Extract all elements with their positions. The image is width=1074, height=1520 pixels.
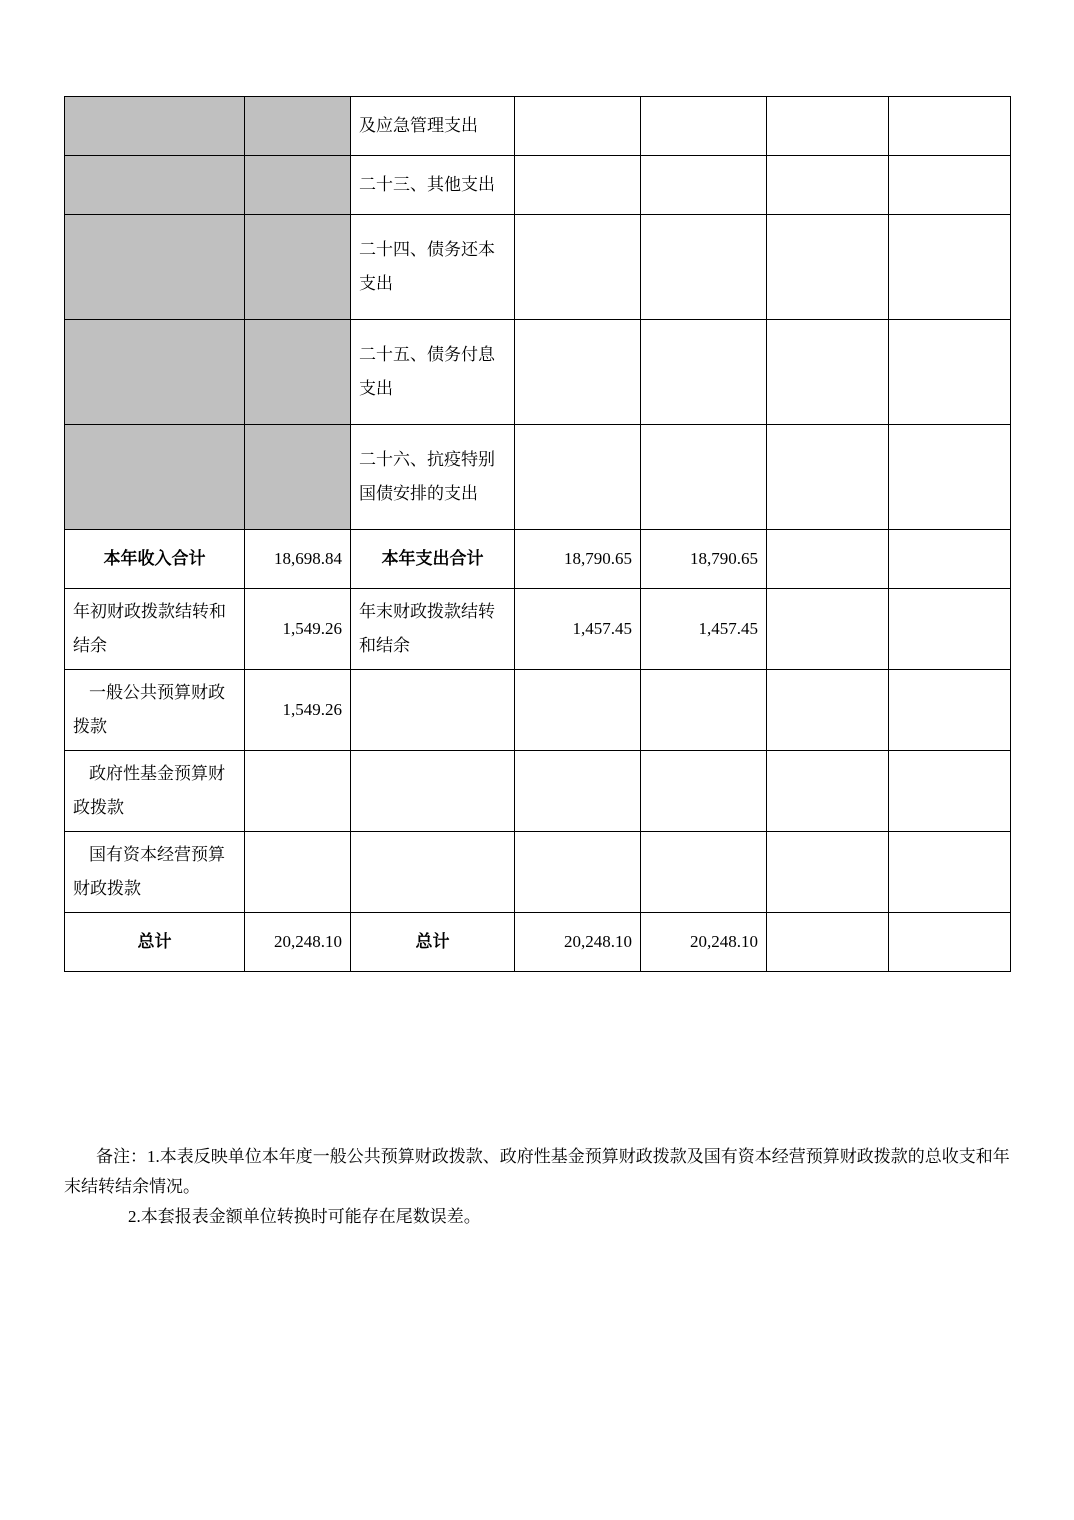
row-value-1	[515, 156, 641, 215]
row-left-label: 一般公共预算财政拨款	[65, 670, 245, 751]
row-value-4	[889, 913, 1011, 972]
table-row	[65, 589, 1011, 670]
row-value-2	[641, 670, 767, 751]
row-value-1: 20,248.10	[515, 913, 641, 972]
table-row	[65, 913, 1011, 972]
row-value-1	[515, 97, 641, 156]
row-value-4	[889, 589, 1011, 670]
table-row	[65, 832, 1011, 913]
row-left-value	[245, 215, 351, 320]
row-value-3	[767, 320, 889, 425]
table-row	[65, 320, 1011, 425]
table-row	[65, 215, 1011, 320]
table-notes	[64, 1142, 1014, 1232]
row-value-2: 1,457.45	[641, 589, 767, 670]
row-left-label: 国有资本经营预算财政拨款	[65, 832, 245, 913]
row-value-2: 20,248.10	[641, 913, 767, 972]
row-value-3	[767, 589, 889, 670]
row-value-1	[515, 670, 641, 751]
row-value-1	[515, 425, 641, 530]
row-left-value	[245, 751, 351, 832]
row-value-1: 18,790.65	[515, 530, 641, 589]
row-value-4	[889, 97, 1011, 156]
row-value-2	[641, 425, 767, 530]
row-right-label: 二十四、债务还本支出	[351, 215, 515, 320]
row-left-value	[245, 832, 351, 913]
row-value-2	[641, 97, 767, 156]
row-right-label	[351, 832, 515, 913]
row-left-value	[245, 425, 351, 530]
row-left-value: 1,549.26	[245, 589, 351, 670]
row-value-3	[767, 425, 889, 530]
row-left-label: 本年收入合计	[65, 530, 245, 589]
row-left-value	[245, 156, 351, 215]
row-value-3	[767, 530, 889, 589]
row-right-label: 年末财政拨款结转和结余	[351, 589, 515, 670]
row-right-label	[351, 751, 515, 832]
row-value-1	[515, 832, 641, 913]
row-left-value: 18,698.84	[245, 530, 351, 589]
row-value-2	[641, 751, 767, 832]
row-value-1	[515, 751, 641, 832]
row-left-label	[65, 215, 245, 320]
table-row	[65, 530, 1011, 589]
table-row	[65, 751, 1011, 832]
table-row	[65, 425, 1011, 530]
budget-table-container	[64, 96, 1010, 972]
row-left-label: 年初财政拨款结转和结余	[65, 589, 245, 670]
row-value-3	[767, 670, 889, 751]
row-value-2: 18,790.65	[641, 530, 767, 589]
row-value-3	[767, 215, 889, 320]
row-left-label	[65, 156, 245, 215]
row-right-label: 二十六、抗疫特别国债安排的支出	[351, 425, 515, 530]
row-left-value: 1,549.26	[245, 670, 351, 751]
row-value-3	[767, 97, 889, 156]
row-left-value: 20,248.10	[245, 913, 351, 972]
row-value-3	[767, 832, 889, 913]
row-value-3	[767, 751, 889, 832]
row-value-2	[641, 156, 767, 215]
row-left-label	[65, 320, 245, 425]
row-left-label: 总计	[65, 913, 245, 972]
row-value-4	[889, 670, 1011, 751]
row-right-label: 二十五、债务付息支出	[351, 320, 515, 425]
note-line-1: 备注：1.本表反映单位本年度一般公共预算财政拨款、政府性基金预算财政拨款及国有资本经营预算财政拨款的总收支和年末结转结余情况。	[64, 1147, 1010, 1196]
row-value-4	[889, 832, 1011, 913]
row-right-label	[351, 670, 515, 751]
table-row	[65, 670, 1011, 751]
row-right-label: 本年支出合计	[351, 530, 515, 589]
row-value-2	[641, 832, 767, 913]
row-value-3	[767, 156, 889, 215]
row-value-4	[889, 530, 1011, 589]
budget-table-body	[65, 97, 1011, 972]
row-value-3	[767, 913, 889, 972]
row-right-label: 二十三、其他支出	[351, 156, 515, 215]
row-value-2	[641, 320, 767, 425]
row-right-label: 总计	[351, 913, 515, 972]
row-value-1	[515, 320, 641, 425]
row-value-1	[515, 215, 641, 320]
row-value-4	[889, 751, 1011, 832]
row-left-label: 政府性基金预算财政拨款	[65, 751, 245, 832]
row-value-1: 1,457.45	[515, 589, 641, 670]
row-value-2	[641, 215, 767, 320]
row-left-label	[65, 425, 245, 530]
row-value-4	[889, 425, 1011, 530]
row-value-4	[889, 320, 1011, 425]
row-left-label	[65, 97, 245, 156]
row-left-value	[245, 97, 351, 156]
row-value-4	[889, 156, 1011, 215]
table-row	[65, 156, 1011, 215]
row-right-label: 及应急管理支出	[351, 97, 515, 156]
row-value-4	[889, 215, 1011, 320]
table-row	[65, 97, 1011, 156]
note-line-2: 2.本套报表金额单位转换时可能存在尾数误差。	[128, 1207, 481, 1226]
budget-table	[64, 96, 1011, 972]
row-left-value	[245, 320, 351, 425]
